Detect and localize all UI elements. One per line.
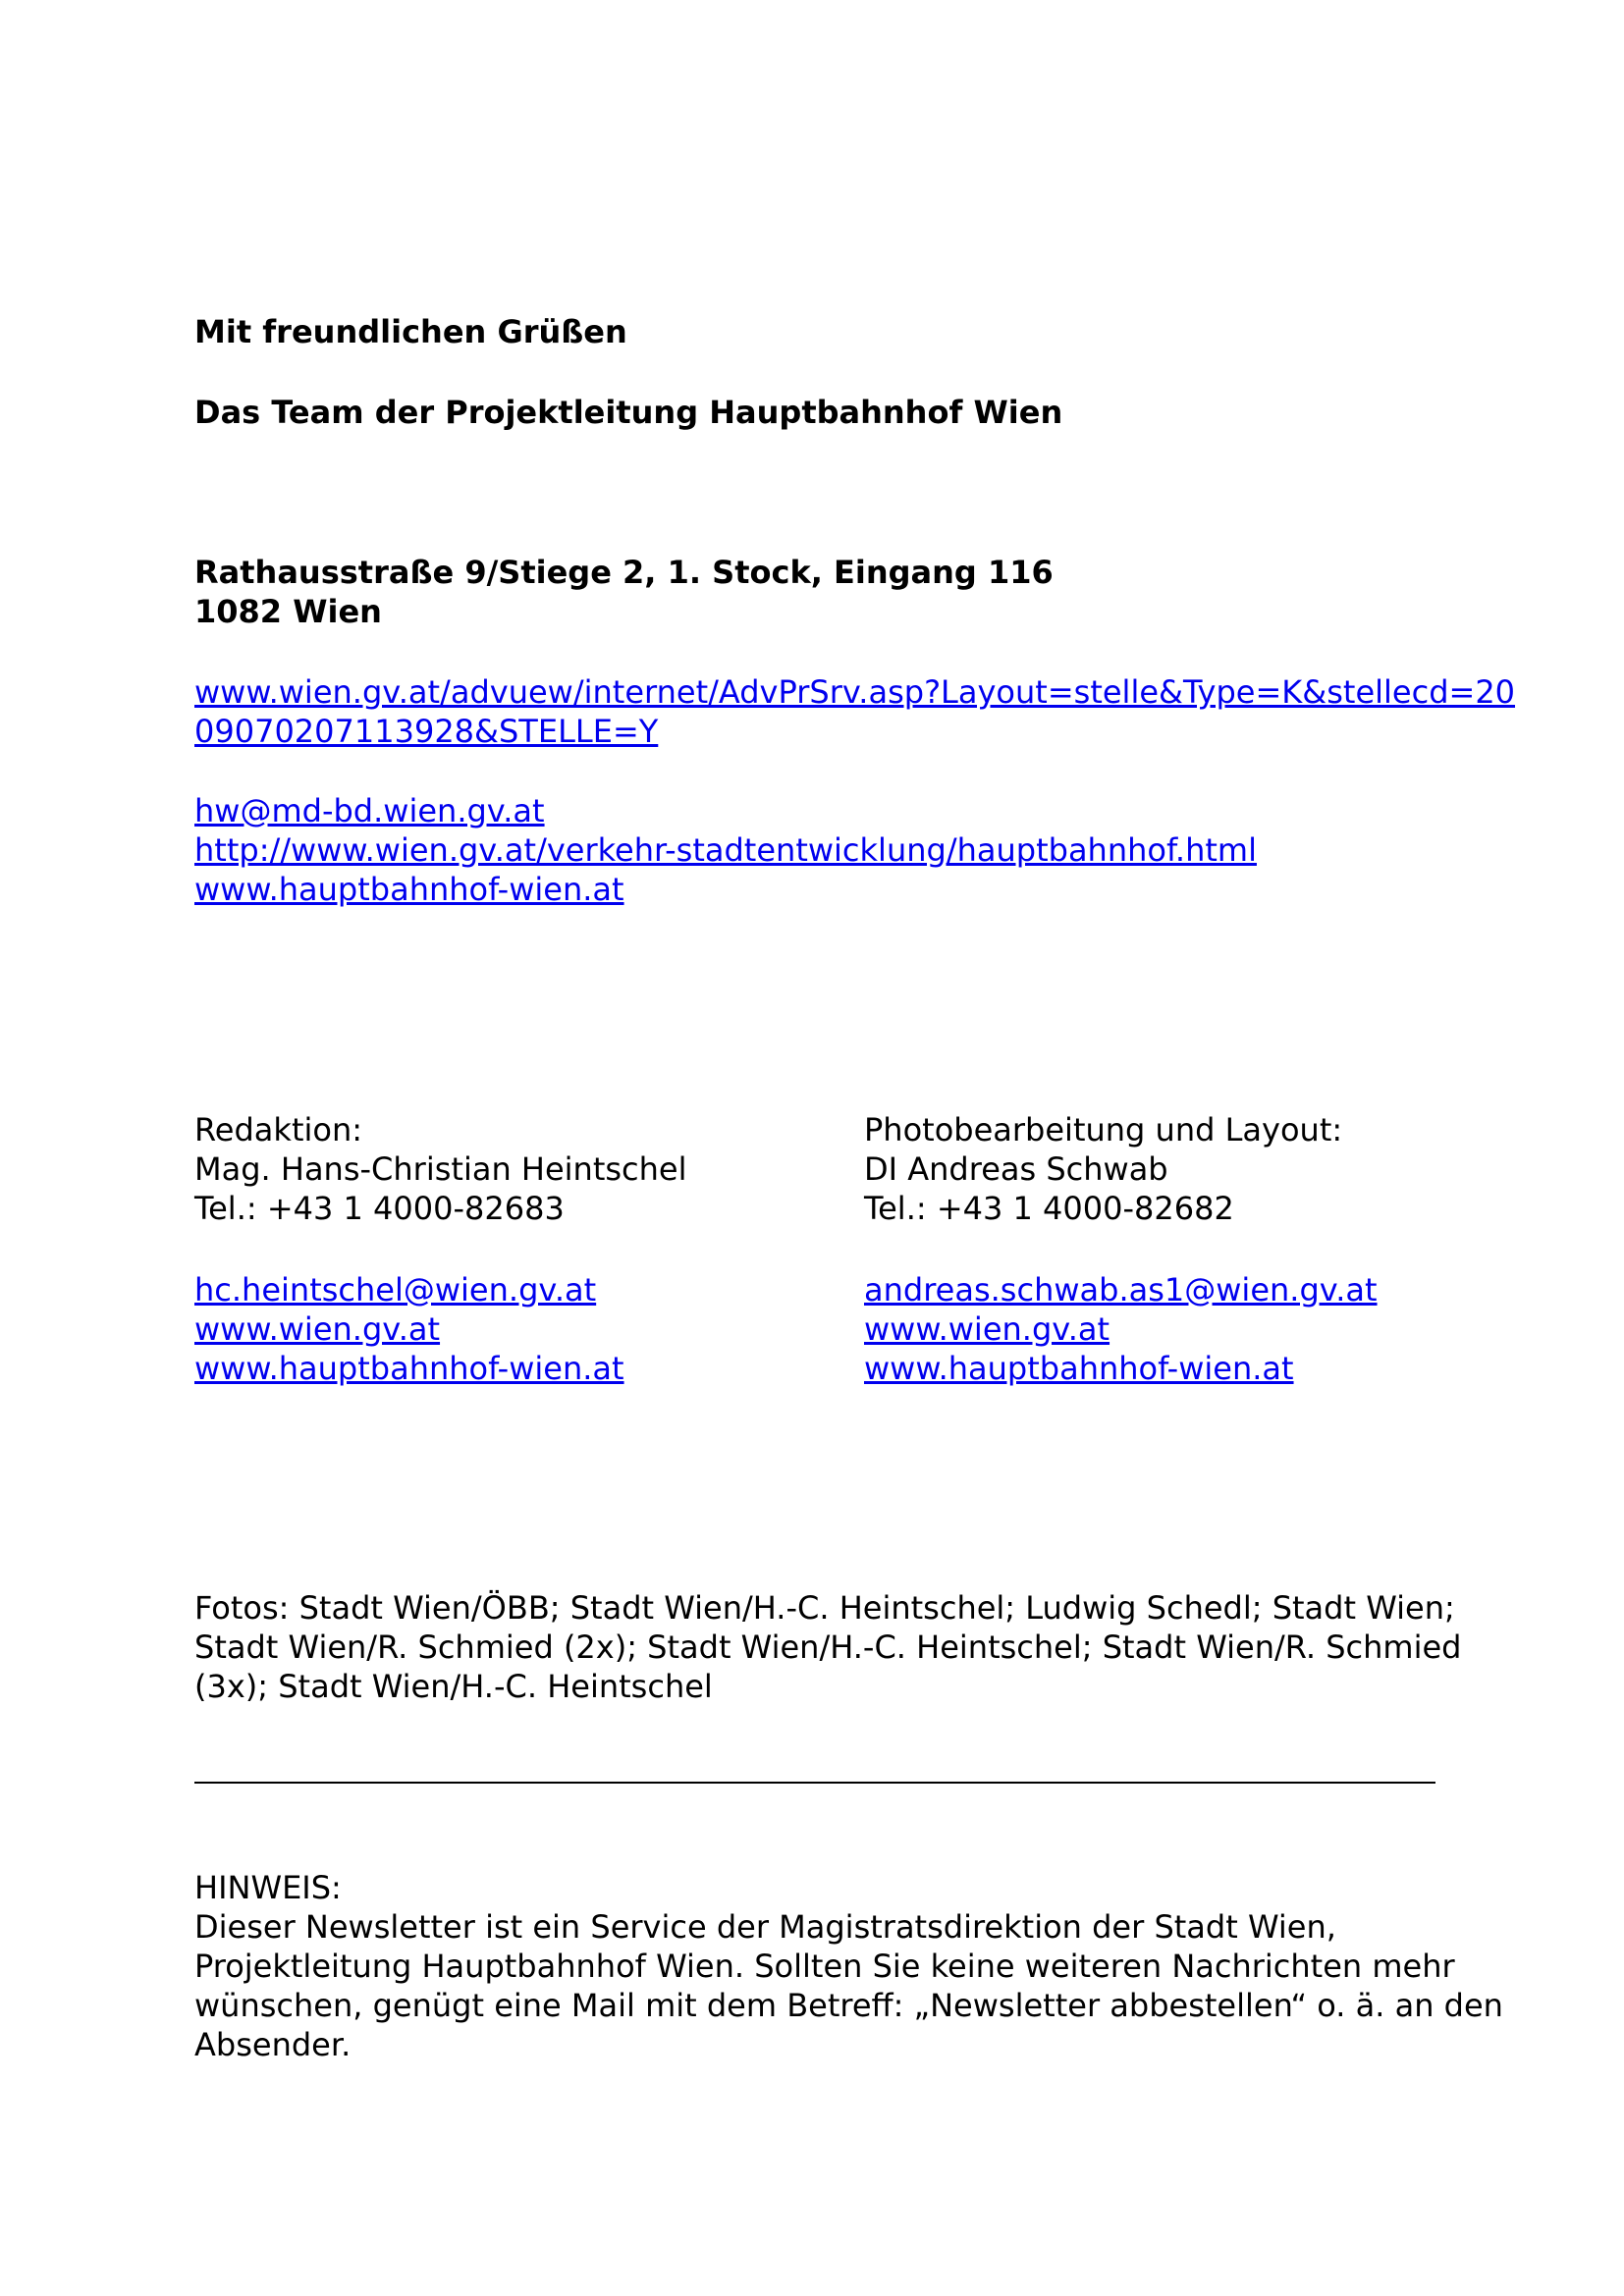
project-url-link[interactable]: http://www.wien.gv.at/verkehr-stadtentwicklung/hauptbahnhof.html [194, 831, 1257, 869]
team-text: Das Team der Projektleitung Hauptbahnhof Wien [194, 394, 1063, 431]
greeting-text: Mit freundlichen Grüßen [194, 313, 627, 350]
address-city: 1082 Wien [194, 593, 382, 630]
editorial-site-link[interactable]: www.hauptbahnhof-wien.at [194, 1350, 624, 1387]
layout-credit-phone: Tel.: +43 1 4000-82682 [864, 1190, 1234, 1227]
editorial-name: Mag. Hans-Christian Heintschel [194, 1150, 687, 1188]
layout-credit-name: DI Andreas Schwab [864, 1150, 1168, 1188]
address-street: Rathausstraße 9/Stiege 2, 1. Stock, Eingang 116 [194, 554, 1054, 591]
layout-credit-web-link[interactable]: www.wien.gv.at [864, 1310, 1110, 1348]
address-block [194, 553, 1054, 631]
photo-credits-line1: Fotos: Stadt Wien/ÖBB; Stadt Wien/H.-C. Heintschel; Ludwig Schedl; Stadt Wien; [194, 1589, 1455, 1627]
layout-credit-block [864, 1110, 1342, 1228]
photo-credits [194, 1588, 1462, 1706]
editorial-phone: Tel.: +43 1 4000-82683 [194, 1190, 565, 1227]
notice-line3: wünschen, genügt eine Mail mit dem Betreff: „Newsletter abbestellen“ o. ä. an den [194, 1987, 1503, 2024]
editorial-links [194, 1270, 624, 1388]
advuew-link[interactable] [194, 672, 1515, 751]
separator-rule [194, 1782, 1435, 1784]
notice-block [194, 1868, 1503, 2064]
notice-line1: Dieser Newsletter ist ein Service der Magistratsdirektion der Stadt Wien, [194, 1908, 1336, 1946]
closing-greeting [194, 312, 627, 351]
editorial-web-link[interactable]: www.wien.gv.at [194, 1310, 441, 1348]
photo-credits-line3: (3x); Stadt Wien/H.-C. Heintschel [194, 1668, 713, 1705]
layout-credit-links [864, 1270, 1378, 1388]
layout-credit-label: Photobearbeitung und Layout: [864, 1111, 1343, 1148]
email-link[interactable]: hw@md-bd.wien.gv.at [194, 792, 545, 829]
layout-credit-email-link[interactable]: andreas.schwab.as1@wien.gv.at [864, 1271, 1378, 1308]
layout-credit-site-link[interactable]: www.hauptbahnhof-wien.at [864, 1350, 1294, 1387]
editorial-block [194, 1110, 686, 1228]
contact-links [194, 791, 1257, 909]
photo-credits-line2: Stadt Wien/R. Schmied (2x); Stadt Wien/H.-C. Heintschel; Stadt Wien/R. Schmied [194, 1629, 1462, 1666]
site-link[interactable]: www.hauptbahnhof-wien.at [194, 871, 624, 908]
notice-line4: Absender. [194, 2026, 352, 2063]
notice-line2: Projektleitung Hauptbahnhof Wien. Sollten Sie keine weiteren Nachrichten mehr [194, 1948, 1455, 1985]
notice-heading: HINWEIS: [194, 1869, 342, 1906]
advuew-link-line2[interactable]: 09070207113928&STELLE=Y [194, 713, 659, 750]
closing-team [194, 393, 1062, 432]
editorial-email-link[interactable]: hc.heintschel@wien.gv.at [194, 1271, 597, 1308]
editorial-label: Redaktion: [194, 1111, 363, 1148]
advuew-link-line1[interactable]: www.wien.gv.at/advuew/internet/AdvPrSrv.asp?Layout=stelle&Type=K&stellecd=20 [194, 673, 1516, 711]
